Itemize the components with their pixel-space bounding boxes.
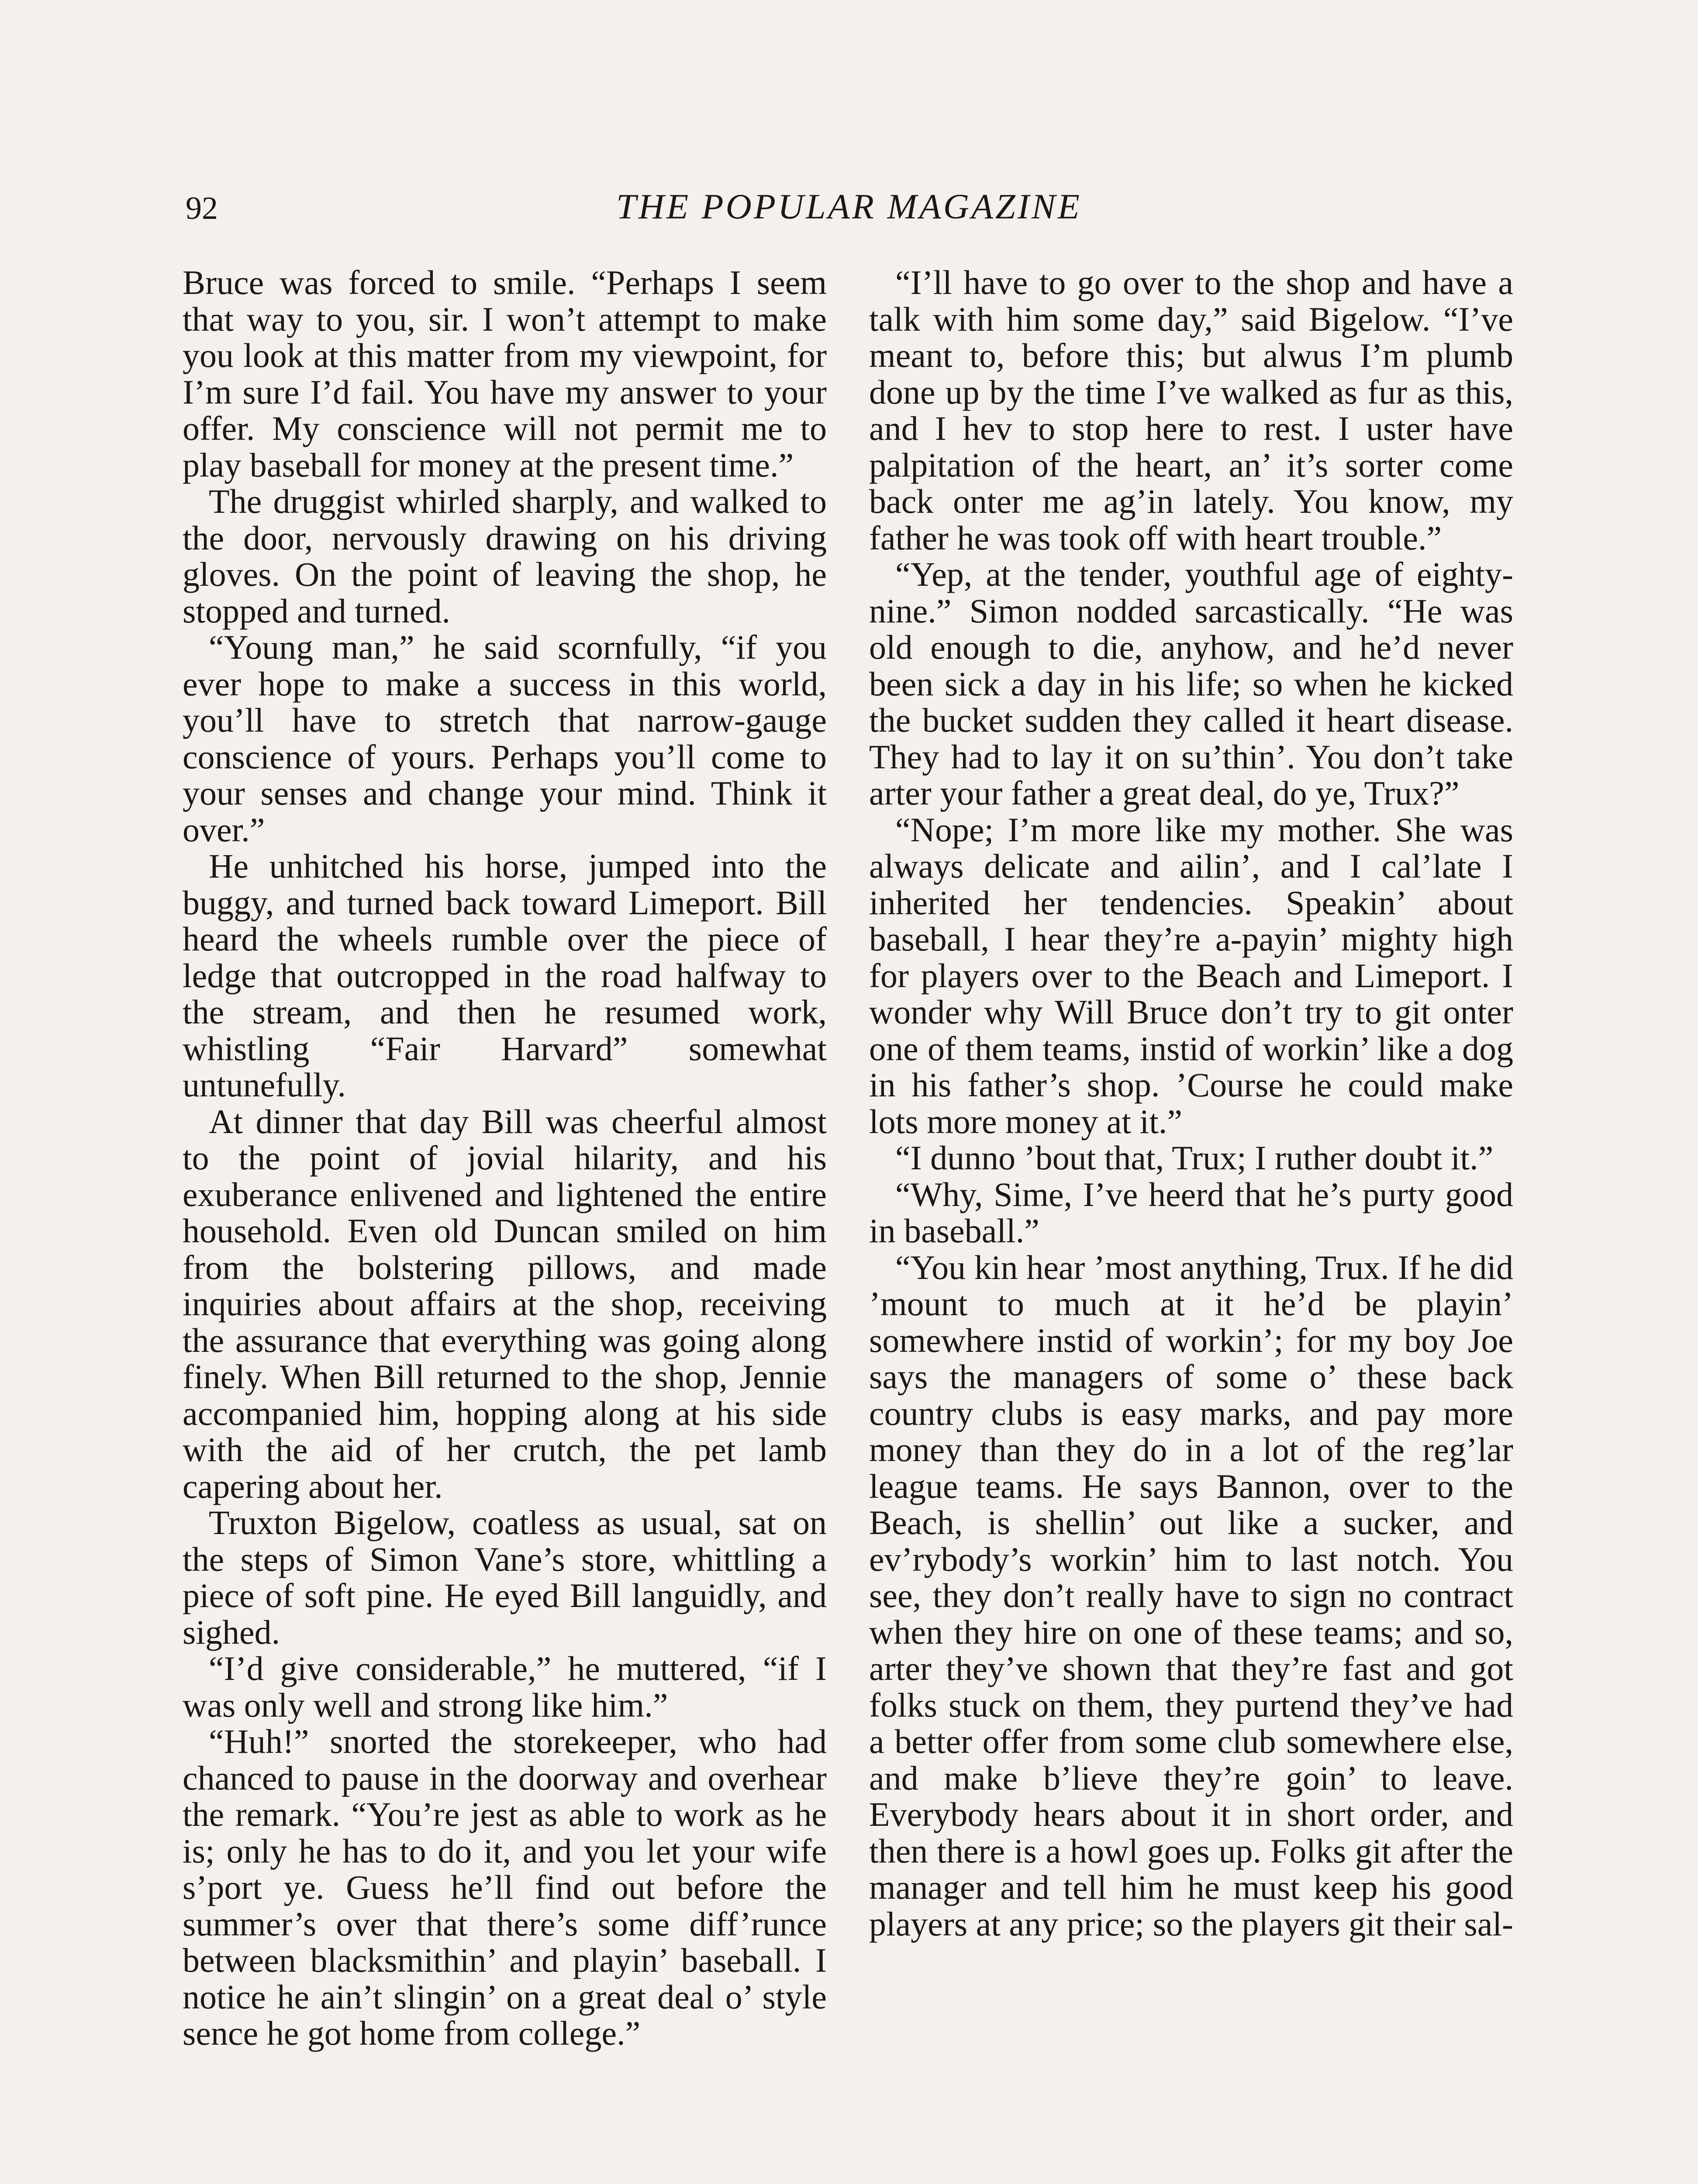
paragraph: “I’d give considerable,” he muttered, “if I was only well and strong like him.” <box>183 1649 827 1724</box>
paragraph: “You kin hear ’most anything, Trux. If he did ’mount to much at it he’d be playin’ somewhere instid of workin’; for my boy Joe says the managers of some o’ these back country clubs is easy marks, and pay more money than they do in a lot of the reg’lar league teams. He says Bannon, over to the Beach, is shellin’ out like a sucker, and ev’rybody’s workin’ him to last notch. You see, they don’t really have to sign no contract when they hire on one of these teams; and so, arter they’ve shown that they’re fast and got folks stuck on them, they purtend they’ve had a better offer from some club somewhere else, and make b’lieve they’re goin’ to leave. Everybody hears about it in short order, and then there is a howl goes up. Folks git after the manager and tell him he must keep his good players at any price; so the players git their sal- <box>869 1248 1513 1943</box>
paragraph: He unhitched his horse, jumped into the buggy, and turned back toward Limeport. Bill heard the wheels rumble over the piece of ledge that outcropped in the road halfway to the stream, and then he resumed work, whistling “Fair Harvard” somewhat untunefully. <box>183 847 827 1104</box>
running-head: THE POPULAR MAGAZINE <box>616 187 1082 226</box>
right-column <box>869 264 1513 1942</box>
paragraph: The druggist whirled sharply, and walked to the door, nervously drawing on his driving gloves. On the point of leaving the shop, he stopped and turned. <box>183 482 827 630</box>
paragraph: At dinner that day Bill was cheerful almost to the point of jovial hilarity, and his exuberance enlivened and lightened the entire household. Even old Duncan smiled on him from the bolstering pillows, and made inquiries about affairs at the shop, receiving the assurance that everything was going along finely. When Bill returned to the shop, Jennie accompanied him, hopping along at his side with the aid of her crutch, the pet lamb capering about her. <box>183 1102 827 1505</box>
paragraph: Truxton Bigelow, coatless as usual, sat on the steps of Simon Vane’s store, whittling a piece of soft pine. He eyed Bill languidly, and sighed. <box>183 1503 827 1651</box>
paragraph: “Why, Sime, I’ve heerd that he’s purty good in baseball.” <box>869 1175 1513 1250</box>
paragraph: Bruce was forced to smile. “Perhaps I seem that way to you, sir. I won’t attempt to make you look at this matter from my viewpoint, for I’m sure I’d fail. You have my answer to your offer. My conscience will not permit me to play baseball for money at the present time.” <box>183 263 827 484</box>
left-column <box>183 264 827 2052</box>
paragraph: “Yep, at the tender, youthful age of eighty-nine.” Simon nodded sarcastically. “He was old enough to die, anyhow, and he’d never been sick a day in his life; so when he kicked the bucket sudden they called it heart disease. They had to lay it on su’thin’. You don’t take arter your father a great deal, do ye, Trux?” <box>869 555 1513 812</box>
page-number: 92 <box>186 190 218 226</box>
paragraph: “I dunno ’bout that, Trux; I ruther doubt it.” <box>895 1139 1494 1177</box>
paragraph: “I’ll have to go over to the shop and have a talk with him some day,” said Bigelow. “I’ve meant to, before this; but alwus I’m plumb done up by the time I’ve walked as fur as this, and I hev to stop here to rest. I uster have palpitation of the heart, an’ it’s sorter come back onter me ag’in lately. You know, my father he was took off with heart trouble.” <box>869 263 1513 557</box>
paragraph: “Young man,” he said scornfully, “if you ever hope to make a success in this world, you’ll have to stretch that narrow-gauge conscience of yours. Perhaps you’ll come to your senses and change your mind. Think it over.” <box>183 628 827 849</box>
paragraph: “Huh!” snorted the storekeeper, who had chanced to pause in the doorway and overhear the remark. “You’re jest as able to work as he is; only he has to do it, and you let your wife s’port ye. Guess he’ll find out before the summer’s over that there’s some diff’runce between blacksmithin’ and playin’ baseball. I notice he ain’t slingin’ on a great deal o’ style sence he got home from college.” <box>183 1722 827 2052</box>
paragraph: “Nope; I’m more like my mother. She was always delicate and ailin’, and I cal’late I inherited her tendencies. Speakin’ about baseball, I hear they’re a-payin’ mighty high for players over to the Beach and Limeport. I wonder why Will Bruce don’t try to git onter one of them teams, instid of workin’ like a dog in his father’s shop. ’Course he could make lots more money at it.” <box>869 810 1513 1140</box>
